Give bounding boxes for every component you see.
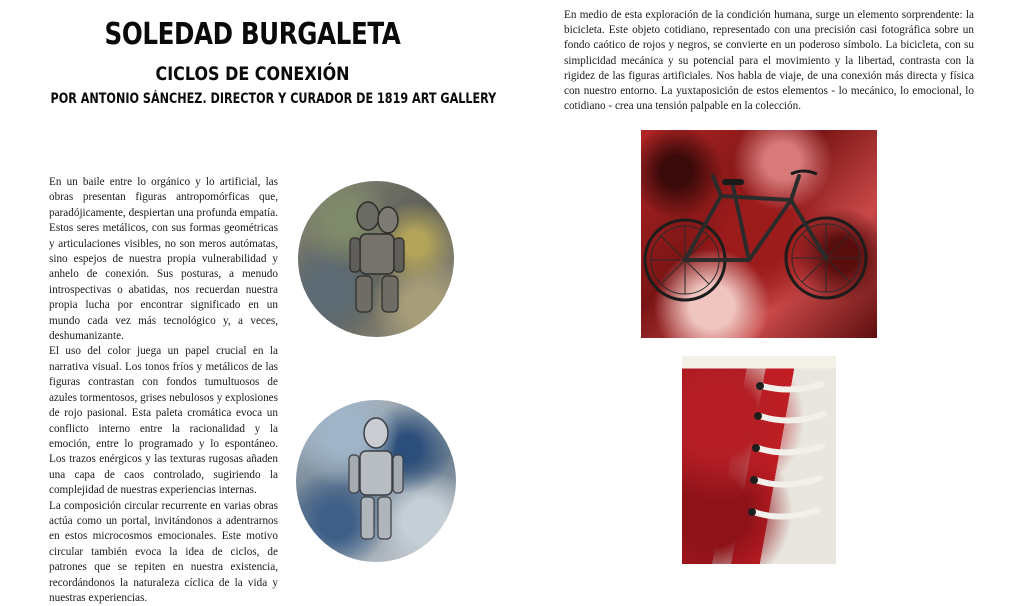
exhibition-title: CICLOS DE CONEXIÓN [155,63,350,85]
robot-figure-icon [326,194,426,324]
artist-title: SOLEDAD BURGALETA [104,17,401,52]
right-article-text: En medio de esta exploración de la condición humana, surge un elemento sorprendente: la bicicleta. Este objeto cotidiano, representado con una precisión casi fotográfica sobre un fondo caótico de rojos y negros, se convierte en un poderoso símbolo. La bicicleta, con su simplicidad mecánica y su potencial para el movimiento y la libertad, contrasta con la rigidez de las figuras artificiales. Nos habla de viaje, de una conexión más directa y física con nuestro entorno. La yuxtaposición de estos elementos - lo mecánico, lo emocional, lo cotidiano - crea una tensión palpable en la colección. [564,9,974,113]
byline: POR ANTONIO SÁNCHEZ. DIRECTOR Y CURADOR DE 1819 ART GALLERY [50,91,497,107]
bicycle-icon [641,130,877,338]
paragraph-figures: En un baile entre lo orgánico y lo artificial, las obras presentan figuras antropomórficas que, paradójicamente, despiertan una profunda empatía. Estos seres metálicos, con sus formas geométricas y articulaciones visibles, no son meros autómatas, sino espejos de nuestra propia vulnerabilidad y anhelo de conexión. Sus posturas, a menudo introspectivas o abatidas, nos recuerdan nuestra propia lucha por encontrar significado en un mundo cada vez más tecnológico y, a veces, deshumanizante. [49,176,278,343]
artwork-bicycle [641,130,877,338]
artwork-circular-figure-seated [298,181,454,337]
left-article-text [49,175,278,606]
artwork-sneakers [682,356,836,564]
robot-figure-icon [331,411,421,551]
paragraph-circular: La composición circular recurrente en varias obras actúa como un portal, invitándonos a adentrarnos en estos microcosmos emocionales. Este motivo circular también evoca la idea de ciclos, de patrones que se repiten en nuestra existencia, recordándonos la naturaleza cíclica de la vida y nuestras experiencias. [49,499,278,604]
artwork-circular-figure-blue [296,400,456,562]
sneaker-laces-icon [682,356,836,564]
paragraph-color: El uso del color juega un papel crucial en la narrativa visual. Los tonos fríos y metálicos de las figuras contrastan con fondos tumultuosos de azules tormentosos, grises nebulosos y explosiones de rojo pasional. Esta paleta cromática evoca un conflicto interno entre la racionalidad y la emoción, entre lo programado y lo espontáneo. Los trazos enérgicos y las texturas rugosas añaden una capa de caos controlado, sugiriendo la complejidad de nuestras experiencias internas. [49,345,278,497]
